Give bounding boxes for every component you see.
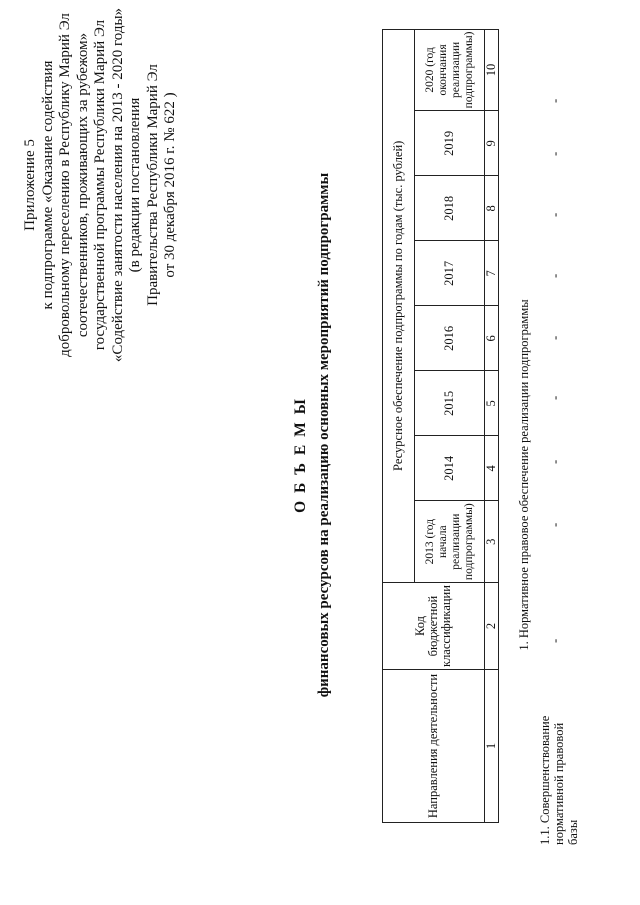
header-year-2017: 2017 [415, 241, 485, 306]
resources-table [382, 29, 499, 823]
cell-value: - [548, 151, 562, 156]
cell-value: - [548, 522, 562, 527]
col-number: 4 [485, 436, 499, 501]
document-subtitle: финансовых ресурсов на реализацию основных мероприятий подпрограммы [316, 172, 332, 698]
header-year-2013: 2013 (год начала реализации подпрограммы) [415, 501, 485, 583]
document-title: О Б Ъ Е М Ы [292, 397, 309, 513]
header-line: Правительства Республики Марий Эл [144, 64, 161, 306]
row-label: 1.1. Совершенствование нормативной правовой базы [538, 715, 580, 845]
cell-value: - [548, 395, 562, 400]
header-year-2019: 2019 [415, 111, 485, 176]
header-line: к подпрограмме «Оказание содействия [39, 60, 56, 310]
header-line: добровольному переселению в Республику Марий Эл [57, 13, 73, 357]
cell-value: - [548, 273, 562, 278]
header-year-2014: 2014 [415, 436, 485, 501]
col-number: 2 [485, 583, 499, 670]
cell-value: - [548, 98, 562, 103]
header-year-2015: 2015 [415, 371, 485, 436]
header-line: «Содействие занятости населения на 2013 - 2020 годы» [109, 7, 126, 363]
header-line: от 30 декабря 2016 г. № 622 ) [162, 92, 178, 278]
header-year-2020: 2020 (год окончания реализации подпрограммы) [415, 29, 485, 111]
header-line: (в редакции постановления [127, 97, 143, 273]
col-number: 10 [485, 29, 499, 111]
col-number: 7 [485, 241, 499, 306]
col-number: 3 [485, 501, 499, 583]
header-code: Код бюджетной классификации [383, 583, 485, 670]
cell-value: - [548, 459, 562, 464]
section-title: 1. Нормативное правовое обеспечение реализации подпрограммы [517, 299, 531, 651]
header-line: соотечественников, проживающих за рубежом» [74, 32, 91, 338]
col-number: 9 [485, 111, 499, 176]
col-number: 1 [485, 670, 499, 823]
header-direction: Направления деятельности [383, 670, 485, 823]
header-resource: Ресурсное обеспечение подпрограммы по годам (тыс. рублей) [383, 29, 415, 583]
header-year-2016: 2016 [415, 306, 485, 371]
header-year-2018: 2018 [415, 176, 485, 241]
col-number: 8 [485, 176, 499, 241]
header-line: государственной программы Республики Марий Эл [92, 19, 108, 351]
appendix-header [22, 5, 180, 365]
col-number: 6 [485, 306, 499, 371]
header-line: Приложение 5 [22, 139, 38, 231]
cell-value: - [548, 212, 562, 217]
cell-value: - [548, 335, 562, 340]
col-number: 5 [485, 371, 499, 436]
cell-value: - [548, 638, 562, 643]
